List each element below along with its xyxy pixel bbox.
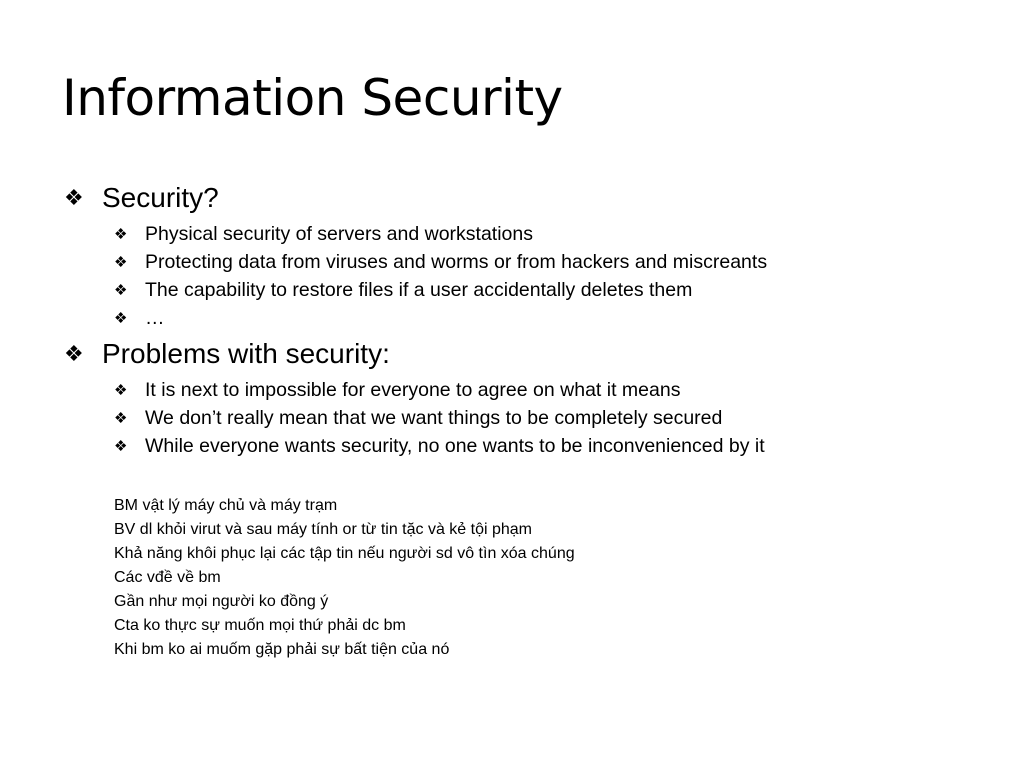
- sub-bullet-text: …: [145, 306, 165, 329]
- note-line: Gần như mọi người ko đồng ý: [114, 593, 329, 610]
- bullet-heading: [62, 176, 1002, 220]
- diamond-cross-icon: ❖: [64, 341, 84, 366]
- diamond-cross-icon: ❖: [114, 226, 128, 243]
- sub-bullet-list: [114, 376, 1002, 460]
- diamond-cross-icon: ❖: [114, 438, 128, 455]
- note-line: Khả năng khôi phục lại các tập tin nếu người sd vô tìn xóa chúng: [114, 545, 575, 562]
- note-line: Khi bm ko ai muốm gặp phải sự bất tiện của nó: [114, 641, 450, 658]
- sub-bullet-item: [114, 432, 1002, 460]
- diamond-cross-icon: ❖: [114, 382, 128, 399]
- sub-bullet-item: [114, 276, 1002, 304]
- note-line: BM vật lý máy chủ và máy trạm: [114, 497, 338, 514]
- note-line: Cta ko thực sự muốn mọi thứ phải dc bm: [114, 617, 406, 634]
- sub-bullet-item: [114, 304, 1002, 332]
- diamond-cross-icon: ❖: [114, 410, 128, 427]
- sub-bullet-list: [114, 220, 1002, 332]
- sub-bullet-item: [114, 220, 1002, 248]
- sub-bullet-item: [114, 376, 1002, 404]
- sub-bullet-text: The capability to restore files if a user accidentally deletes them: [145, 278, 693, 301]
- bullet-heading: [62, 332, 1002, 376]
- note-line: Các vđề về bm: [114, 569, 221, 586]
- diamond-cross-icon: ❖: [64, 185, 84, 210]
- diamond-cross-icon: ❖: [114, 282, 128, 299]
- note-line: BV dl khỏi virut và sau máy tính or từ tin tặc và kẻ tội phạm: [114, 521, 533, 538]
- sub-bullet-text: Protecting data from viruses and worms or from hackers and miscreants: [145, 250, 768, 273]
- sub-bullet-item: [114, 404, 1002, 432]
- sub-bullet-text: Physical security of servers and workstations: [145, 222, 533, 245]
- sub-bullet-text: We don’t really mean that we want things to be completely secured: [145, 406, 723, 429]
- diamond-cross-icon: ❖: [114, 254, 128, 271]
- vietnamese-notes: [114, 494, 575, 662]
- sub-bullet-text: It is next to impossible for everyone to agree on what it means: [145, 378, 681, 401]
- sub-bullet-text: While everyone wants security, no one wants to be inconvenienced by it: [145, 434, 765, 457]
- bullet-heading-text: Security?: [102, 182, 219, 213]
- bullet-heading-text: Problems with security:: [102, 338, 390, 369]
- diamond-cross-icon: ❖: [114, 310, 128, 327]
- bullet-list: [62, 176, 1002, 460]
- sub-bullet-item: [114, 248, 1002, 276]
- slide-title: Information Security: [62, 69, 563, 127]
